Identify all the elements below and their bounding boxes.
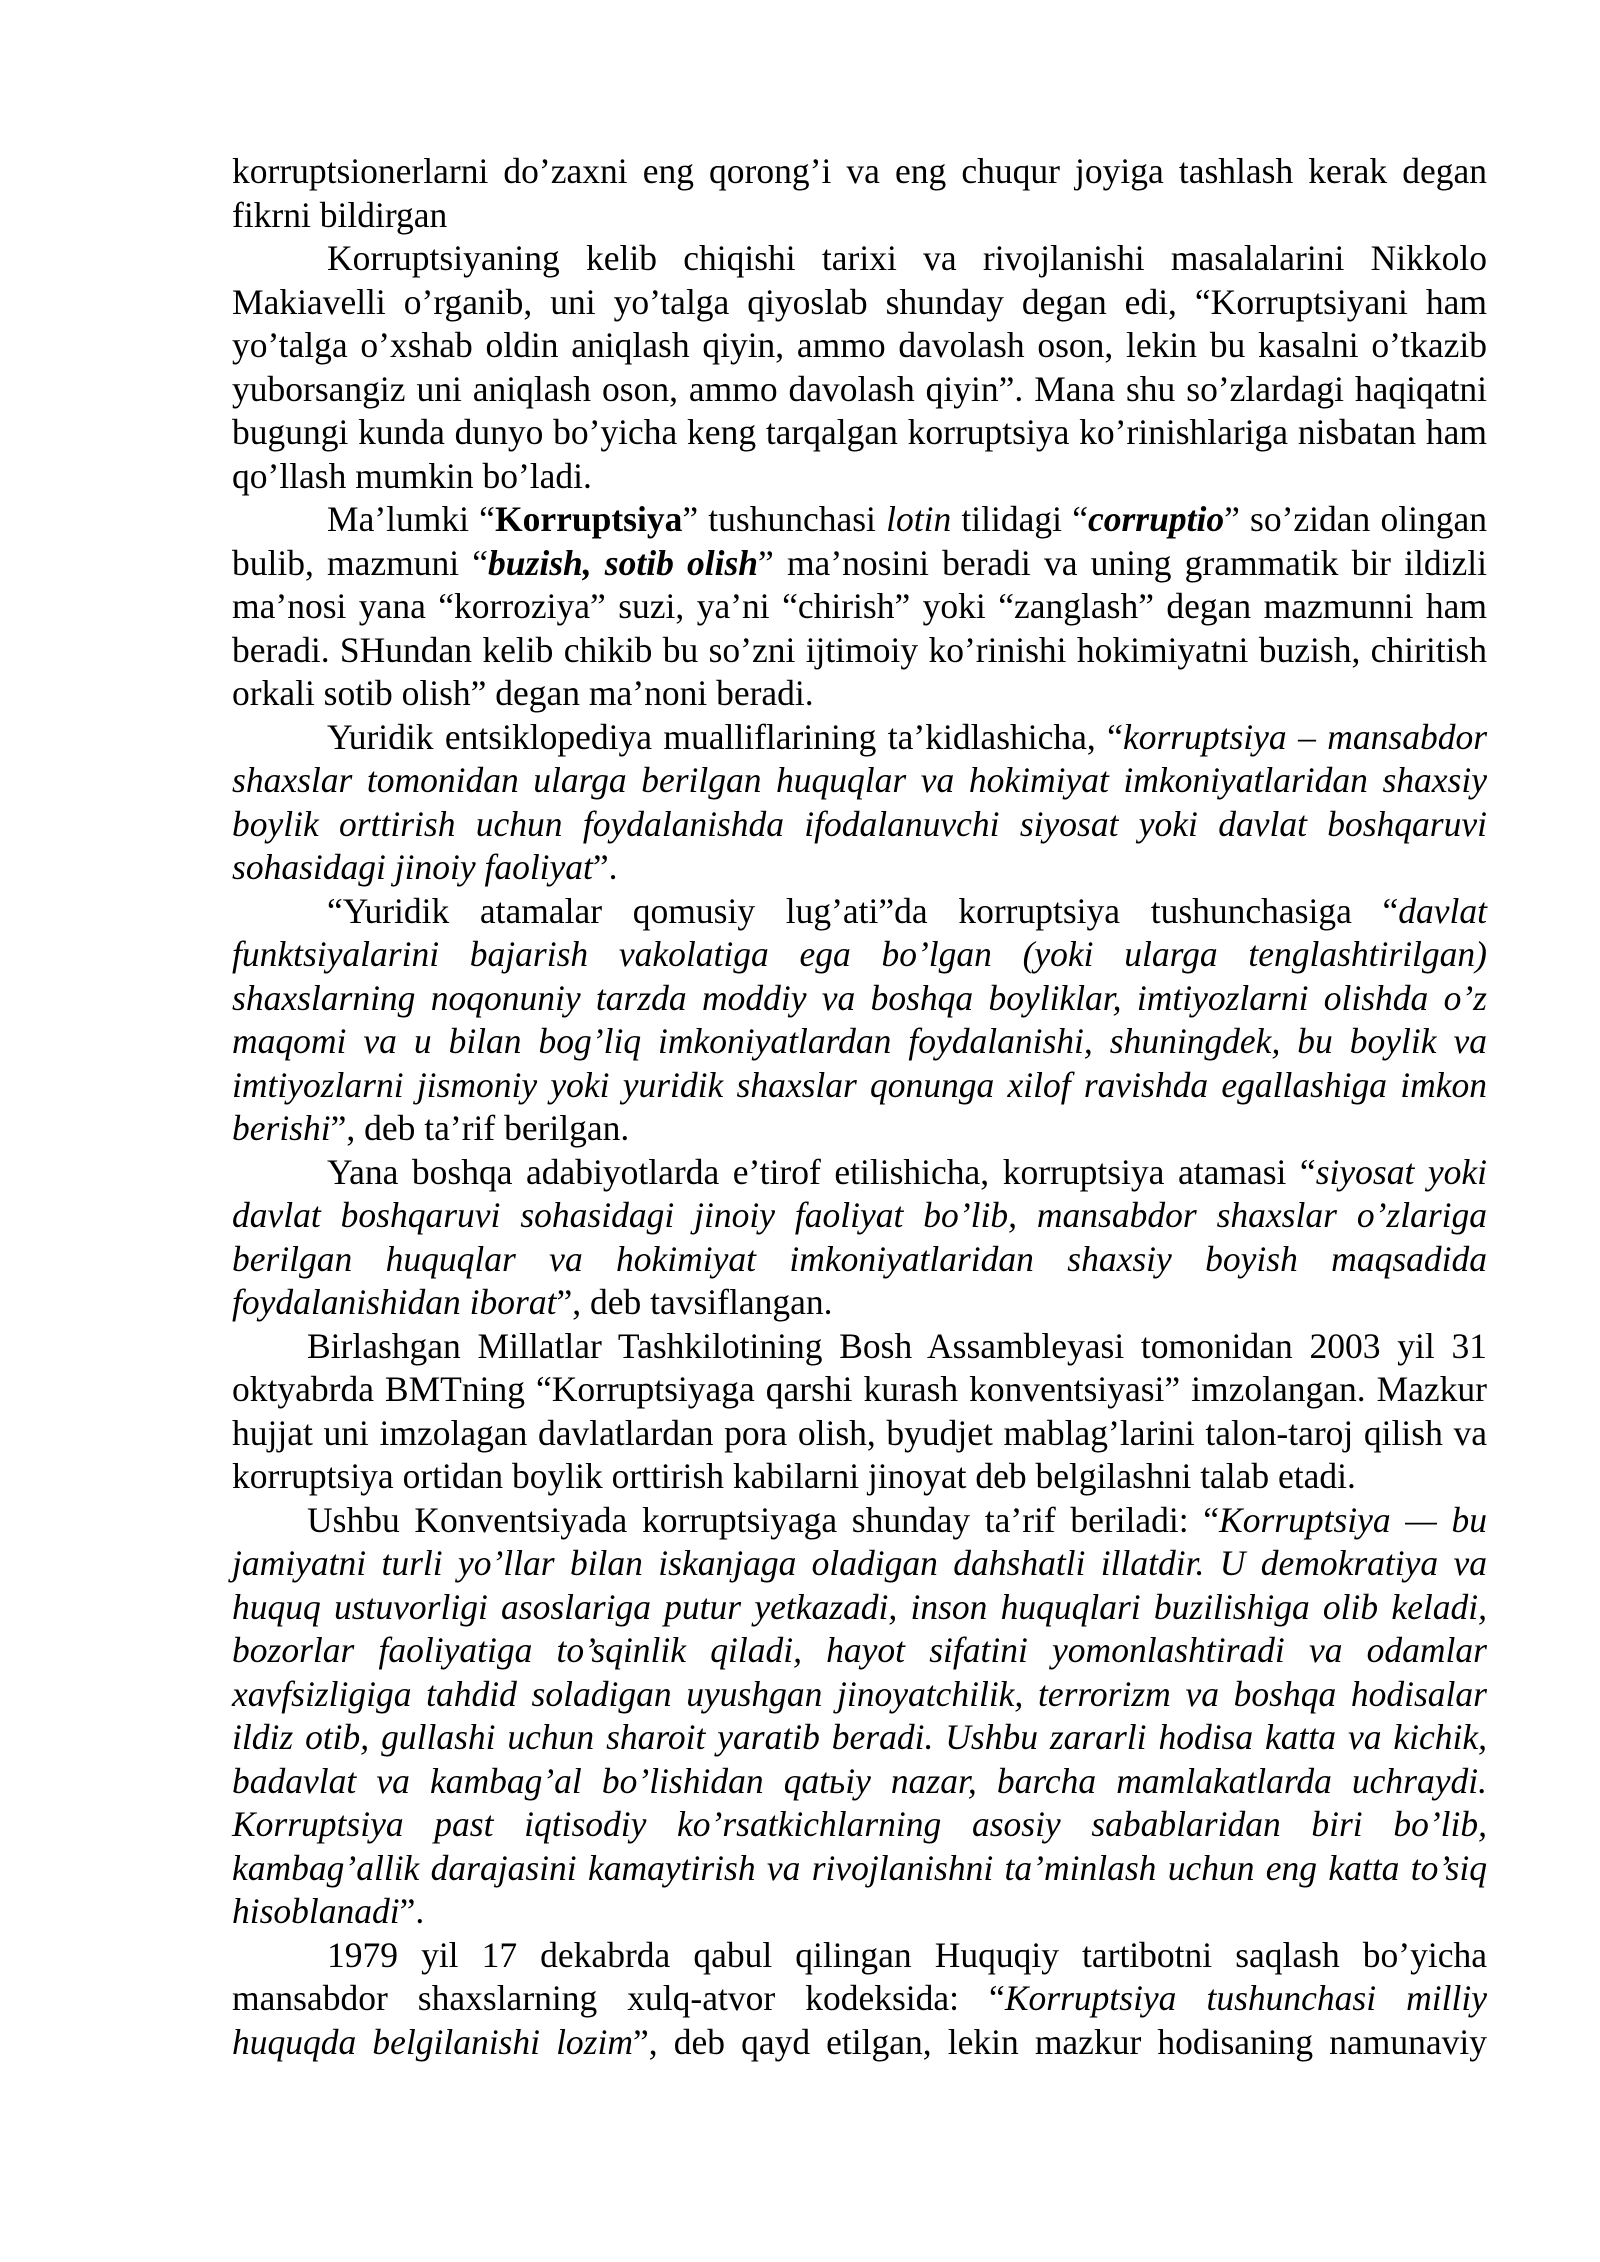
- text-run: davlat funktsiyalarini bajarish vakolatiga ega bo’lgan (yoki ularga tenglashtirilgan) shaxslarning noqonuniy tarzda moddiy va boshqa boyliklar, imtiyozlarni olishda o’z maqomi va u bilan bog’liq imkoniyatlardan foydalanishi, shuningdek, bu boylik va imtiyozlarni jismoniy yoki yuridik shaxslar qonunga xilof ravishda egallashiga imkon berishi: [232, 890, 1487, 1148]
- paragraph-2: [232, 237, 1487, 498]
- text-run: Korruptsiya tushunchasi milliy huquqda belgilanishi lozim: [232, 1978, 1487, 2062]
- text-run: Korruptsiyaning kelib chiqishi tarixi va rivojlanishi masalalarini Nikkolo Makiavelli o’rganib, uni yo’talga qiyoslab shunday degan edi, “Korruptsiyani ham yo’talga o’xshab oldin aniqlash qiyin, ammo davolash oson, lekin bu kasalni o’tkazib yuborsangiz uni aniqlash oson, ammo davolash qiyin”. Mana shu so’zlardagi haqiqatni bugungi kunda dunyo bo’yicha keng tarqalgan korruptsiya ko’rinishlariga nisbatan ham qo’llash mumkin bo’ladi.: [232, 238, 1487, 496]
- text-run: Ushbu Konventsiyada korruptsiyaga shunday ta’rif beriladi: “: [307, 1499, 1220, 1540]
- paragraph-1: [232, 150, 1487, 237]
- text-run: Yana boshqa adabiyotlarda e’tirof etilishicha, korruptsiya atamasi “: [327, 1151, 1316, 1192]
- paragraph-6: [232, 1151, 1487, 1325]
- text-run: “Yuridik atamalar qomusiy lug’ati”da korruptsiya tushunchasiga “: [327, 890, 1399, 931]
- text-run: Birlashgan Millatlar Tashkilotining Bosh Assambleyasi tomonidan 2003 yil 31 oktyabrda BMTning “Korruptsiyaga qarshi kurash konventsiyasi” imzolangan. Mazkur hujjat uni imzolagan davlatlardan pora olish, byudjet mablag’larini talon-taroj qilish va korruptsiya ortidan boylik orttirish kabilarni jinoyat deb belgilashni talab etadi.: [232, 1325, 1487, 1496]
- text-run: Korruptsiya — bu jamiyatni turli yo’llar bilan iskanjaga oladigan dahshatli illatdir. U demokratiya va huquq ustuvorligi asoslariga putur yetkazadi, inson huquqlari buzilishiga olib keladi, bozorlar faoliyatiga to’sqinlik qiladi, hayot sifatini yomonlashtiradi va odamlar xavfsizligiga tahdid soladigan uyushgan jinoyatchilik, terrorizm va boshqa hodisalar ildiz otib, gullashi uchun sharoit yaratib beradi. Ushbu zararli hodisa katta va kichik, badavlat va kambag’al bo’lishidan qatьiy nazar, barcha mamlakatlarda uchraydi. Korruptsiya past iqtisodiy ko’rsatkichlarning asosiy sabablaridan biri bo’lib, kambag’allik darajasini kamaytirish va rivojlanishni ta’minlash uchun eng katta to’siq hisoblanadi: [232, 1499, 1487, 1931]
- text-run: ” ma’nosini beradi va uning grammatik bir ildizli ma’nosi yana “korroziya” suzi, ya’ni “chirish” yoki “zanglash” degan mazmunni ham beradi. SHundan kelib chikib bu so’zni ijtimoiy ko’rinishi hokimiyatni buzish, chiritish orkali sotib olish” degan ma’noni beradi.: [232, 542, 1487, 713]
- document-page: [232, 150, 1487, 2064]
- text-run: ”, deb tavsiflangan.: [556, 1282, 833, 1322]
- text-run: ”, deb qayd etilgan, lekin mazkur hodisaning namunaviy: [633, 2021, 1487, 2062]
- text-run: lotin: [886, 499, 952, 539]
- paragraph-5: [232, 890, 1487, 1151]
- text-run: Korruptsiya: [494, 499, 683, 539]
- text-run: Ma’lumki “: [327, 499, 495, 539]
- paragraph-9: [232, 1934, 1487, 2065]
- text-run: 1979 yil 17 dekabrda qabul qilingan Huquqiy tartibotni saqlash bo’yicha mansabdor shaxslarning xulq-atvor kodeksida: “: [232, 1934, 1487, 2018]
- paragraph-4: [232, 716, 1487, 890]
- text-run: tilidagi “: [951, 499, 1088, 539]
- text-run: ”, deb ta’rif berilgan.: [330, 1108, 630, 1148]
- text-run: buzish, sotib olish: [488, 542, 759, 583]
- text-run: siyosat yoki davlat boshqaruvi sohasidagi jinoiy faoliyat bo’lib, mansabdor shaxslar o’zlariga berilgan huquqlar va hokimiyat imkoniyatlaridan shaxsiy boyish maqsadida foydalanishidan iborat: [232, 1151, 1487, 1322]
- text-run: ” tushunchasi: [682, 499, 887, 539]
- paragraph-8: [232, 1499, 1487, 1934]
- text-run: Yuridik entsiklopediya mualliflarining ta’kidlashicha, “: [327, 716, 1123, 757]
- text-run: ”.: [399, 1891, 425, 1931]
- text-run: ”.: [592, 847, 618, 887]
- paragraph-7: [232, 1325, 1487, 1499]
- paragraph-3: [232, 498, 1487, 716]
- text-run: corruptio: [1087, 499, 1225, 539]
- text-run: korruptsiya – mansabdor shaxslar tomonidan ularga berilgan huquqlar va hokimiyat imkoniyatlaridan shaxsiy boylik orttirish uchun foydalanishda ifodalanuvchi siyosat yoki davlat boshqaruvi sohasidagi jinoiy faoliyat: [232, 716, 1488, 887]
- text-run: ” so’zidan olingan bulib, mazmuni “: [232, 499, 1487, 583]
- text-run: korruptsionerlarni do’zaxni eng qorong’i va eng chuqur joyiga tashlash kerak degan fikrni bildirgan: [232, 151, 1487, 235]
